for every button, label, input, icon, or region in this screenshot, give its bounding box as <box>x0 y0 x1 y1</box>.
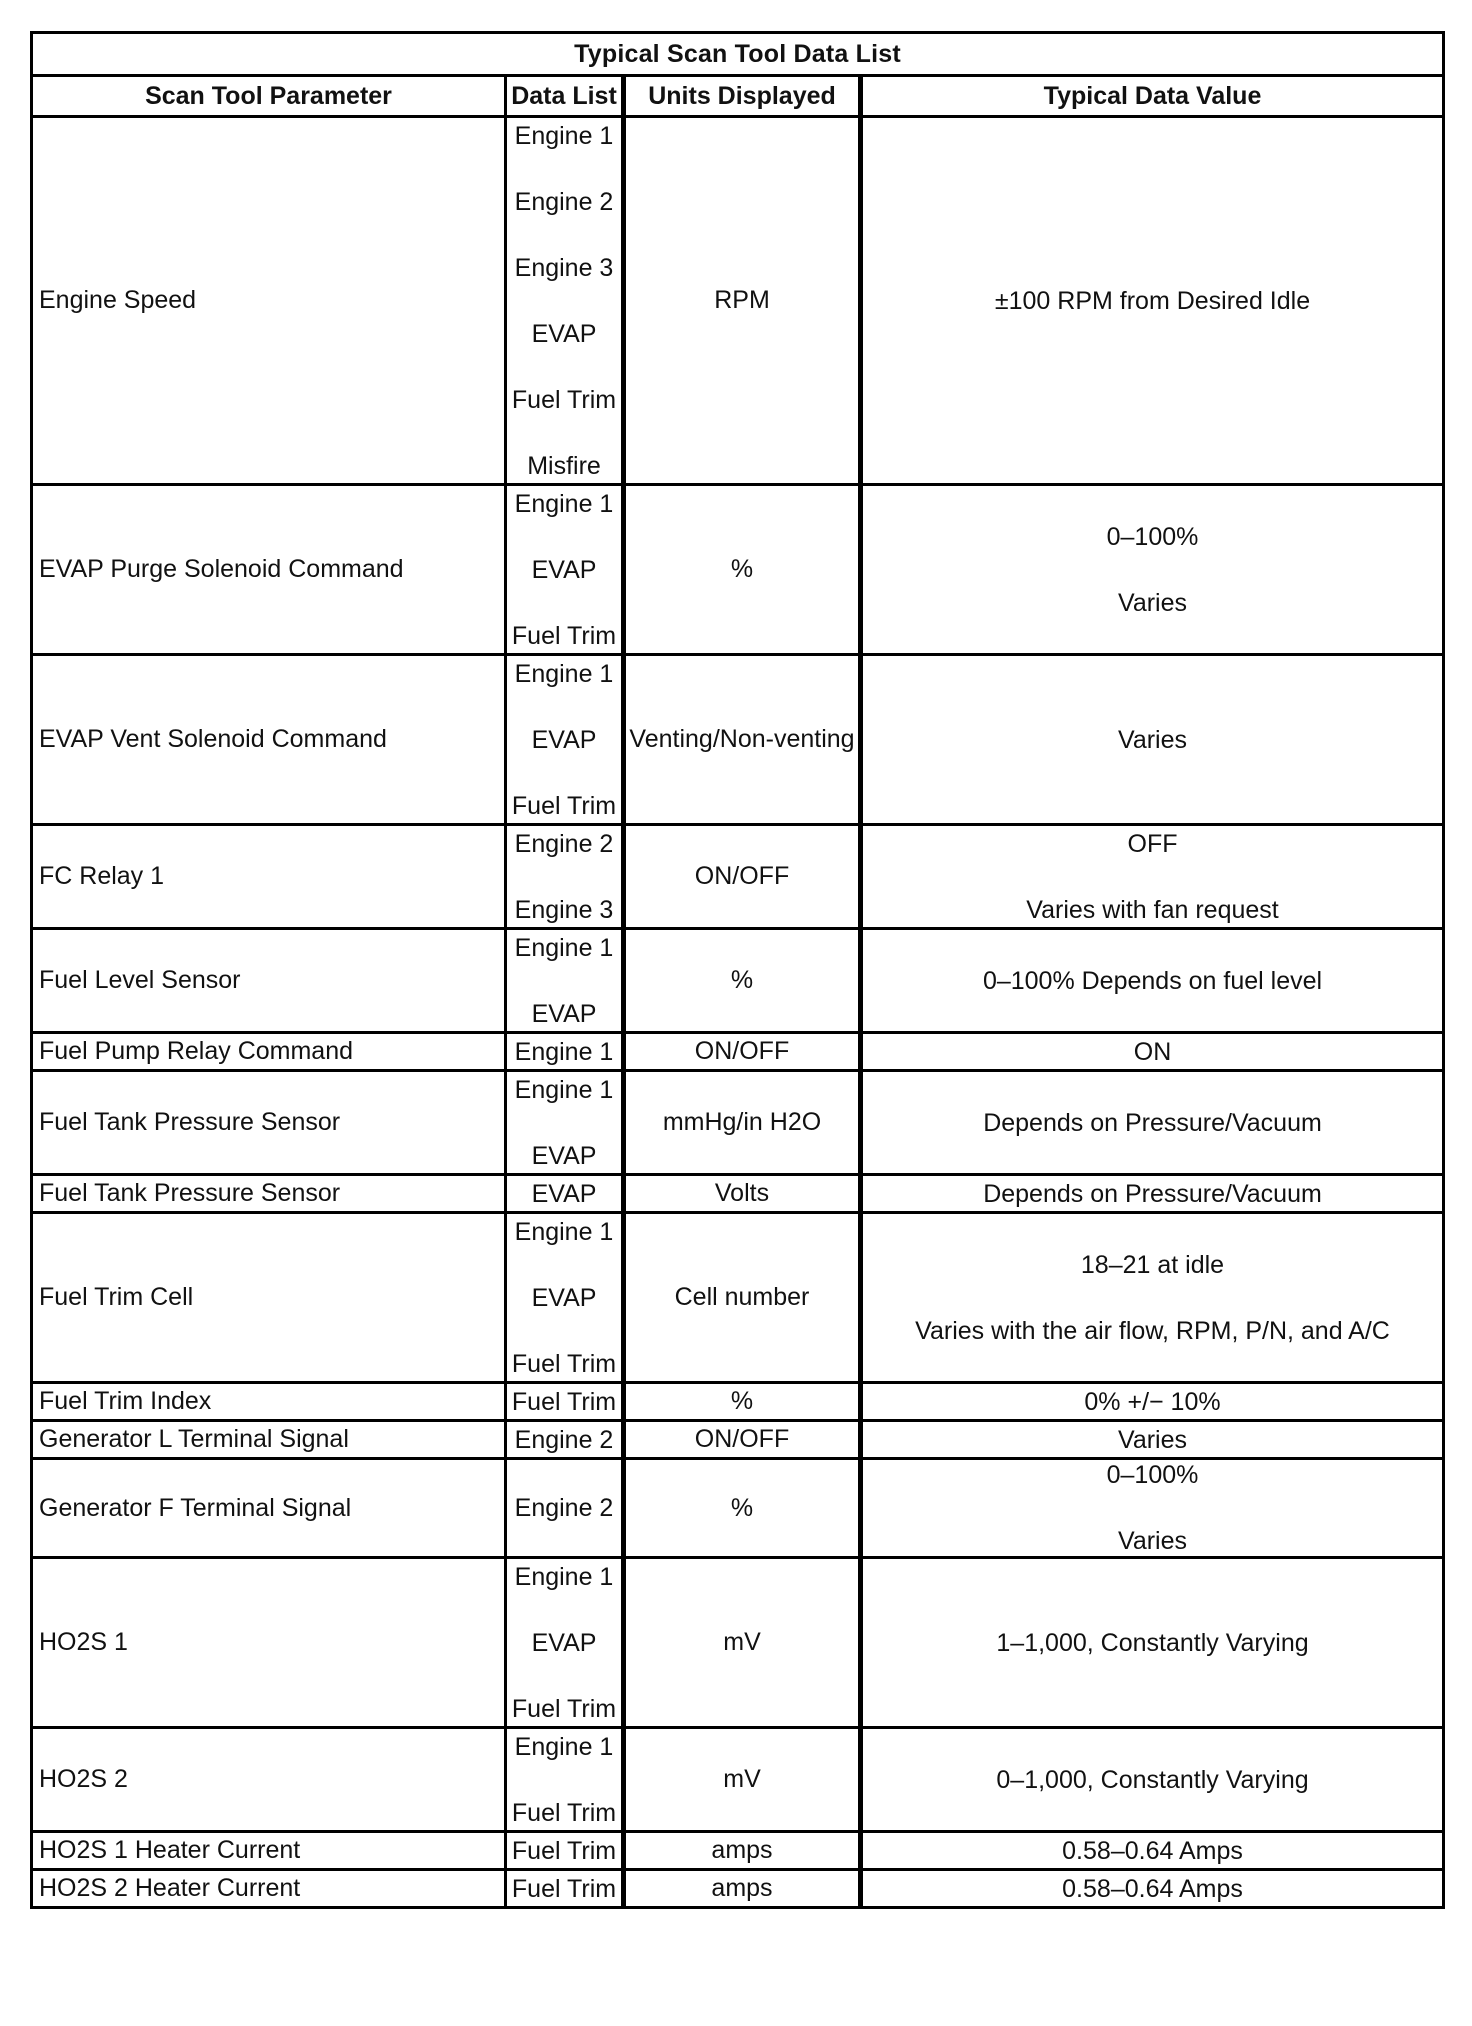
cell-units-displayed: % <box>624 1383 861 1421</box>
data-list-item: Fuel Trim <box>511 1874 617 1903</box>
cell-typical-data-value <box>861 1213 1444 1383</box>
cell-data-list <box>506 485 624 655</box>
data-list-item: EVAP <box>531 1179 597 1208</box>
cell-parameter: Fuel Pump Relay Command <box>32 1033 506 1071</box>
cell-typical-data-value <box>861 1870 1444 1908</box>
cell-data-list <box>506 117 624 485</box>
typical-value-line: Varies with the air flow, RPM, P/N, and A/C <box>915 1316 1390 1345</box>
typical-value-line: 18–21 at idle <box>1080 1250 1225 1279</box>
data-list-item: Engine 1 <box>514 659 614 688</box>
cell-units-displayed: Venting/Non-venting <box>624 655 861 825</box>
data-list-item: Misfire <box>527 451 601 480</box>
cell-data-list <box>506 1459 624 1558</box>
cell-typical-data-value <box>861 1558 1444 1728</box>
cell-typical-data-value <box>861 1728 1444 1832</box>
table-row <box>32 929 1444 1033</box>
cell-data-list <box>506 655 624 825</box>
cell-units-displayed: Cell number <box>624 1213 861 1383</box>
cell-typical-data-value <box>861 825 1444 929</box>
typical-value-line: Varies <box>1118 1425 1188 1454</box>
cell-data-list <box>506 825 624 929</box>
data-list-item: Engine 3 <box>514 895 614 924</box>
cell-units-displayed: ON/OFF <box>624 1033 861 1071</box>
table-row <box>32 485 1444 655</box>
cell-units-displayed: mV <box>624 1728 861 1832</box>
cell-parameter: Engine Speed <box>32 117 506 485</box>
cell-units-displayed: mV <box>624 1558 861 1728</box>
cell-typical-data-value <box>861 929 1444 1033</box>
data-list-item: Engine 1 <box>514 1075 614 1104</box>
cell-data-list <box>506 1213 624 1383</box>
cell-typical-data-value <box>861 1832 1444 1870</box>
cell-parameter: HO2S 2 <box>32 1728 506 1832</box>
data-list-item: Engine 1 <box>514 121 614 150</box>
typical-value-line: 0% +/− 10% <box>1084 1387 1221 1416</box>
data-list-item: Engine 1 <box>514 933 614 962</box>
cell-parameter: HO2S 2 Heater Current <box>32 1870 506 1908</box>
table-row <box>32 1728 1444 1832</box>
table-row <box>32 1213 1444 1383</box>
cell-data-list <box>506 1728 624 1832</box>
data-list-item: EVAP <box>531 725 597 754</box>
cell-parameter: Fuel Tank Pressure Sensor <box>32 1175 506 1213</box>
scan-tool-data-table <box>30 31 1445 1909</box>
cell-units-displayed: ON/OFF <box>624 1421 861 1459</box>
table-body <box>32 117 1444 1908</box>
typical-value-line: 0–100% <box>1106 1461 1199 1489</box>
typical-value-line: Depends on Pressure/Vacuum <box>983 1179 1322 1208</box>
typical-value-line: 0–1,000, Constantly Varying <box>996 1765 1309 1794</box>
data-list-item: Fuel Trim <box>511 1798 617 1827</box>
table-row <box>32 1175 1444 1213</box>
cell-data-list <box>506 1421 624 1459</box>
cell-units-displayed: RPM <box>624 117 861 485</box>
cell-parameter: HO2S 1 Heater Current <box>32 1832 506 1870</box>
typical-value-line: Varies <box>1118 588 1188 617</box>
cell-typical-data-value <box>861 1033 1444 1071</box>
cell-parameter: Fuel Tank Pressure Sensor <box>32 1071 506 1175</box>
typical-value-line: ON <box>1133 1037 1172 1066</box>
header-units-displayed: Units Displayed <box>624 76 861 117</box>
cell-data-list <box>506 1071 624 1175</box>
data-list-item: Engine 1 <box>514 1037 614 1066</box>
table-title: Typical Scan Tool Data List <box>32 33 1444 76</box>
cell-parameter: Generator L Terminal Signal <box>32 1421 506 1459</box>
data-list-item: Fuel Trim <box>511 1349 617 1378</box>
table-row <box>32 1071 1444 1175</box>
typical-value-line: Varies <box>1118 725 1188 754</box>
table-row <box>32 1459 1444 1558</box>
cell-data-list <box>506 1383 624 1421</box>
data-list-item: EVAP <box>531 555 597 584</box>
cell-typical-data-value <box>861 655 1444 825</box>
header-scan-tool-parameter: Scan Tool Parameter <box>32 76 506 117</box>
table-row <box>32 117 1444 485</box>
data-list-item: Engine 2 <box>514 829 614 858</box>
data-list-item: EVAP <box>531 999 597 1028</box>
cell-data-list <box>506 1558 624 1728</box>
cell-data-list <box>506 1870 624 1908</box>
scan-tool-data-document <box>30 31 1442 1987</box>
cell-typical-data-value <box>861 485 1444 655</box>
cell-parameter: Fuel Trim Index <box>32 1383 506 1421</box>
typical-value-line: Depends on Pressure/Vacuum <box>983 1108 1322 1137</box>
cell-units-displayed: % <box>624 1459 861 1558</box>
typical-value-line: Varies with fan request <box>1026 895 1279 924</box>
data-list-item: Fuel Trim <box>511 1387 617 1416</box>
cell-parameter: Fuel Level Sensor <box>32 929 506 1033</box>
data-list-item: Engine 1 <box>514 489 614 518</box>
cell-units-displayed: mmHg/in H2O <box>624 1071 861 1175</box>
table-header-row <box>32 76 1444 117</box>
table-title-row <box>32 33 1444 76</box>
cell-typical-data-value <box>861 1383 1444 1421</box>
data-list-item: Engine 3 <box>514 253 614 282</box>
data-list-item: Fuel Trim <box>511 791 617 820</box>
data-list-item: EVAP <box>531 319 597 348</box>
table-row <box>32 1558 1444 1728</box>
typical-value-line: ±100 RPM from Desired Idle <box>994 286 1311 315</box>
cell-data-list <box>506 1832 624 1870</box>
cell-parameter: FC Relay 1 <box>32 825 506 929</box>
cell-typical-data-value <box>861 1175 1444 1213</box>
data-list-item: EVAP <box>531 1141 597 1170</box>
data-list-item: Engine 1 <box>514 1217 614 1246</box>
typical-value-line: 1–1,000, Constantly Varying <box>996 1628 1309 1657</box>
header-data-list: Data List <box>506 76 624 117</box>
typical-value-line: Varies <box>1118 1527 1188 1555</box>
data-list-item: Engine 1 <box>514 1732 614 1761</box>
typical-value-line: 0.58–0.64 Amps <box>1062 1874 1243 1903</box>
table-row <box>32 655 1444 825</box>
cell-parameter: EVAP Purge Solenoid Command <box>32 485 506 655</box>
cell-data-list <box>506 1175 624 1213</box>
table-row <box>32 1383 1444 1421</box>
data-list-item: Engine 2 <box>514 1494 614 1522</box>
cell-units-displayed: Volts <box>624 1175 861 1213</box>
cell-units-displayed: % <box>624 929 861 1033</box>
data-list-item: Fuel Trim <box>511 385 617 414</box>
cell-typical-data-value <box>861 1421 1444 1459</box>
table-row <box>32 1421 1444 1459</box>
table-row <box>32 1870 1444 1908</box>
data-list-item: Fuel Trim <box>511 1836 617 1865</box>
data-list-item: Engine 2 <box>514 1425 614 1454</box>
typical-value-line: OFF <box>1127 829 1178 858</box>
cell-parameter: Generator F Terminal Signal <box>32 1459 506 1558</box>
data-list-item: EVAP <box>531 1628 597 1657</box>
data-list-item: Fuel Trim <box>511 1694 617 1723</box>
cell-units-displayed: amps <box>624 1832 861 1870</box>
table-row <box>32 1033 1444 1071</box>
cell-units-displayed: ON/OFF <box>624 825 861 929</box>
typical-value-line: 0–100% Depends on fuel level <box>982 966 1323 995</box>
cell-parameter: Fuel Trim Cell <box>32 1213 506 1383</box>
cell-data-list <box>506 1033 624 1071</box>
cell-typical-data-value <box>861 1459 1444 1558</box>
typical-value-line: 0.58–0.64 Amps <box>1062 1836 1243 1865</box>
header-typical-data-value: Typical Data Value <box>861 76 1444 117</box>
data-list-item: EVAP <box>531 1283 597 1312</box>
data-list-item: Fuel Trim <box>511 621 617 650</box>
cell-data-list <box>506 929 624 1033</box>
data-list-item: Engine 1 <box>514 1562 614 1591</box>
cell-units-displayed: % <box>624 485 861 655</box>
table-row <box>32 1832 1444 1870</box>
cell-parameter: EVAP Vent Solenoid Command <box>32 655 506 825</box>
data-list-item: Engine 2 <box>514 187 614 216</box>
typical-value-line: 0–100% <box>1106 522 1199 551</box>
cell-typical-data-value <box>861 117 1444 485</box>
table-row <box>32 825 1444 929</box>
cell-typical-data-value <box>861 1071 1444 1175</box>
cell-units-displayed: amps <box>624 1870 861 1908</box>
cell-parameter: HO2S 1 <box>32 1558 506 1728</box>
